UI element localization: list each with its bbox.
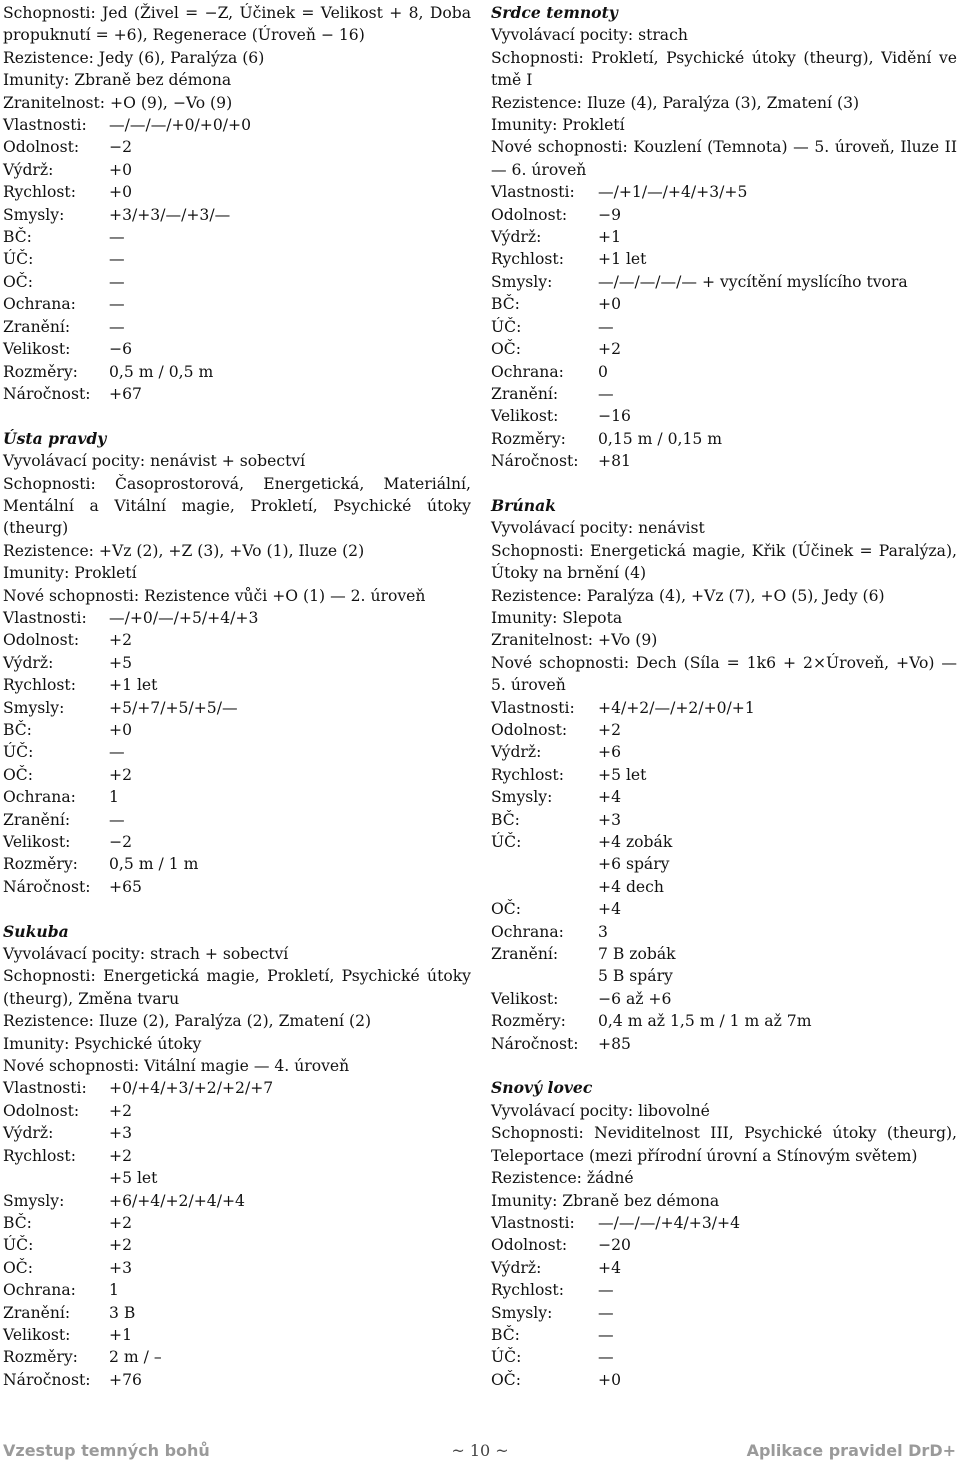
stat-value: −9: [598, 205, 621, 224]
stat-label: Rychlost:: [491, 765, 564, 784]
stat-row: [3, 607, 471, 629]
stat-label: Rychlost:: [3, 183, 76, 202]
stat-value: +6 spáry: [598, 855, 670, 874]
left-column: [3, 2, 471, 1414]
stat-label: Rychlost:: [491, 1281, 564, 1300]
stat-row: [3, 248, 471, 270]
stat-value: +4 dech: [598, 877, 664, 896]
stat-value: 2 m / –: [109, 1348, 162, 1367]
creature-property: Schopnosti: Energetická magie, Prokletí, Psychické útoky (theurg), Změna tvaru: [3, 967, 471, 1008]
stat-value: +1 let: [109, 676, 158, 695]
stat-row: [3, 1346, 471, 1368]
stat-row: [3, 1234, 471, 1256]
stat-value: +5 let: [598, 765, 647, 784]
stat-value: +3/+3/—/+3/—: [109, 205, 231, 224]
stat-label: Ochrana:: [3, 295, 76, 314]
stat-row: [491, 383, 957, 405]
stat-label: Smysly:: [491, 1303, 553, 1322]
stat-row: [491, 1324, 957, 1346]
stat-row: [491, 1369, 957, 1391]
stat-value: 1: [109, 788, 119, 807]
creature-property: Nové schopnosti: Kouzlení (Temnota) — 5. úroveň, Iluze II — 6. úroveň: [491, 138, 957, 179]
stat-row: [491, 271, 957, 293]
stat-label: Odolnost:: [3, 631, 80, 650]
creature-property: Rezistence: žádné: [491, 1169, 634, 1188]
stat-value: +5 let: [109, 1169, 158, 1188]
stat-value: 0,5 m / 0,5 m: [109, 362, 214, 381]
stat-row: [491, 831, 957, 853]
stat-value: +0/+4/+3/+2/+2/+7: [109, 1079, 274, 1098]
stat-value: —: [598, 1348, 614, 1367]
stat-value: —: [109, 250, 125, 269]
creature-property: Vyvolávací pocity: strach + sobectví: [3, 945, 289, 964]
stat-row: [491, 338, 957, 360]
stat-value: +1: [598, 228, 621, 247]
stat-value: —: [598, 1325, 614, 1344]
page-number: ~ 10 ~: [451, 1441, 509, 1460]
stat-row: [491, 1257, 957, 1279]
stat-label: Odolnost:: [491, 205, 568, 224]
stat-value: 0,4 m až 1,5 m / 1 m až 7m: [598, 1012, 812, 1031]
right-column: [491, 2, 957, 1414]
stat-label: Náročnost:: [491, 452, 579, 471]
stat-row: [3, 361, 471, 383]
stat-label: ÚČ:: [491, 1348, 522, 1367]
stat-value: +4/+2/—/+2/+0/+1: [598, 698, 755, 717]
creature-property: Zranitelnost: +O (9), −Vo (9): [3, 93, 233, 112]
stat-label: BČ:: [491, 295, 520, 314]
stat-row: [491, 1279, 957, 1301]
stat-row: [491, 226, 957, 248]
creature-name: Brúnak: [491, 495, 556, 515]
stat-row: [491, 181, 957, 203]
stat-label: Velikost:: [3, 833, 71, 852]
creature-property: Rezistence: Iluze (4), Paralýza (3), Zmatení (3): [491, 93, 860, 112]
stat-row: [491, 361, 957, 383]
stat-label: Výdrž:: [491, 743, 542, 762]
stat-row: [3, 181, 471, 203]
stat-label: [491, 876, 598, 898]
stat-row: [3, 1279, 471, 1301]
page-footer: [0, 1440, 960, 1463]
stat-value: —: [109, 743, 125, 762]
stat-row: [491, 428, 957, 450]
stat-label: Výdrž:: [491, 228, 542, 247]
stat-label: Odolnost:: [491, 720, 568, 739]
stat-row: [3, 674, 471, 696]
stat-value: 1: [109, 1281, 119, 1300]
creature-block: [491, 495, 957, 1055]
stat-label: Náročnost:: [3, 877, 91, 896]
stat-label: BČ:: [491, 1325, 520, 1344]
stat-value: —: [109, 317, 125, 336]
stat-value: —/—/—/—/— + vycítění myslícího tvora: [598, 272, 908, 291]
stat-row: [3, 114, 471, 136]
stat-row: [3, 719, 471, 741]
creature-property: Rezistence: Jedy (6), Paralýza (6): [3, 48, 265, 67]
creature-block: [491, 1077, 957, 1391]
stat-value: 3: [598, 922, 608, 941]
stat-label: OČ:: [491, 900, 521, 919]
stat-row: [491, 764, 957, 786]
stat-row: [491, 405, 957, 427]
stat-label: ÚČ:: [3, 743, 34, 762]
creature-property: Schopnosti: Neviditelnost III, Psychické útoky (theurg), Teleportace (mezi přírodní úrovní a Stínovým světem): [491, 1124, 957, 1165]
stat-label: Náročnost:: [491, 1034, 579, 1053]
stat-row: [491, 1346, 957, 1368]
creature-property: Vyvolávací pocity: nenávist: [491, 519, 705, 538]
creature-property: Imunity: Prokletí: [3, 564, 137, 583]
creature-property: Schopnosti: Jed (Živel = −Z, Účinek = Velikost + 8, Doba propuknutí = +6), Regenerace (Úroveň − 16): [3, 4, 471, 45]
stat-label: Zranění:: [491, 384, 559, 403]
stat-row: [3, 809, 471, 831]
creature-property: Vyvolávací pocity: strach: [491, 26, 688, 45]
stat-label: Rozměry:: [3, 1348, 78, 1367]
stat-row: [3, 1145, 471, 1167]
stat-row: [491, 876, 957, 898]
stat-label: BČ:: [3, 228, 32, 247]
stat-value: +6/+4/+2/+4/+4: [109, 1191, 245, 1210]
stat-value: —: [109, 272, 125, 291]
stat-row: [3, 383, 471, 405]
stat-row: [3, 1100, 471, 1122]
stat-value: −6: [109, 340, 132, 359]
stat-value: +2: [598, 720, 621, 739]
stat-label: Vlastnosti:: [3, 608, 87, 627]
stat-value: +81: [598, 452, 631, 471]
stat-label: Rychlost:: [491, 250, 564, 269]
creature-property: Nové schopnosti: Vitální magie — 4. úroveň: [3, 1057, 350, 1076]
stat-label: Náročnost:: [3, 1370, 91, 1389]
creature-name: Ústa pravdy: [3, 428, 107, 448]
creature-property: Nové schopnosti: Rezistence vůči +O (1) — 2. úroveň: [3, 586, 426, 605]
stat-value: +4: [598, 1258, 621, 1277]
stat-row: [3, 293, 471, 315]
stat-row: [3, 226, 471, 248]
stat-label: Rozměry:: [491, 1012, 566, 1031]
stat-row: [3, 316, 471, 338]
stat-label: Velikost:: [491, 407, 559, 426]
stat-label: Výdrž:: [3, 160, 54, 179]
stat-label: ÚČ:: [3, 1236, 34, 1255]
stat-row: [491, 293, 957, 315]
stat-row: [3, 338, 471, 360]
stat-value: +2: [109, 1236, 132, 1255]
stat-value: +3: [109, 1258, 132, 1277]
creature-property: Rezistence: Iluze (2), Paralýza (2), Zmatení (2): [3, 1012, 372, 1031]
creature-property: Vyvolávací pocity: libovolné: [491, 1101, 710, 1120]
stat-label: BČ:: [3, 1213, 32, 1232]
stat-row: [3, 629, 471, 651]
stat-row: [3, 764, 471, 786]
stat-label: Velikost:: [491, 989, 559, 1008]
stat-label: ÚČ:: [3, 250, 34, 269]
stat-value: +0: [109, 160, 132, 179]
stat-label: OČ:: [491, 1370, 521, 1389]
creature-block: [3, 2, 471, 405]
creature-property: Schopnosti: Časoprostorová, Energetická, Materiální, Mentální a Vitální magie, Prokletí, Psychické útoky (theurg): [3, 474, 471, 538]
stat-value: +85: [598, 1034, 631, 1053]
stat-value: −6 až +6: [598, 989, 672, 1008]
stat-row: [491, 697, 957, 719]
stat-label: OČ:: [3, 1258, 33, 1277]
creature-property: Imunity: Prokletí: [491, 116, 625, 135]
stat-label: OČ:: [491, 340, 521, 359]
stat-row: [491, 248, 957, 270]
stat-row: [3, 786, 471, 808]
stat-label: Vlastnosti:: [3, 1079, 87, 1098]
stat-value: +4 zobák: [598, 833, 673, 852]
stat-value: +2: [109, 1101, 132, 1120]
stat-row: [3, 1257, 471, 1279]
stat-label: ÚČ:: [491, 833, 522, 852]
stat-label: Výdrž:: [3, 653, 54, 672]
stat-value: +2: [109, 765, 132, 784]
stat-label: Zranění:: [3, 1303, 71, 1322]
footer-book-title: Vzestup temných bohů: [3, 1441, 210, 1460]
stat-row: [491, 1212, 957, 1234]
stat-value: +6: [598, 743, 621, 762]
stat-value: +4: [598, 900, 621, 919]
stat-value: —: [598, 1281, 614, 1300]
stat-label: Velikost:: [3, 1325, 71, 1344]
creature-property: Schopnosti: Energetická magie, Křik (Účinek = Paralýza), Útoky na brnění (4): [491, 541, 957, 583]
stat-row: [3, 831, 471, 853]
stat-row: [491, 719, 957, 741]
stat-label: Náročnost:: [3, 384, 91, 403]
stat-label: Rychlost:: [3, 1146, 76, 1165]
stat-label: [3, 1167, 109, 1189]
stat-label: Ochrana:: [3, 788, 76, 807]
stat-label: Smysly:: [491, 788, 553, 807]
creature-block: [3, 921, 471, 1392]
stat-label: BČ:: [3, 720, 32, 739]
stat-row: [3, 271, 471, 293]
stat-row: [491, 988, 957, 1010]
creature-property: Imunity: Slepota: [491, 608, 623, 627]
stat-label: Zranění:: [491, 945, 559, 964]
creature-property: Rezistence: +Vz (2), +Z (3), +Vo (1), Iluze (2): [3, 541, 365, 560]
stat-label: Zranění:: [3, 810, 71, 829]
stat-value: +0: [109, 183, 132, 202]
stat-label: Rychlost:: [3, 676, 76, 695]
stat-label: Vlastnosti:: [491, 1213, 575, 1232]
creature-property: Rezistence: Paralýza (4), +Vz (7), +O (5), Jedy (6): [491, 586, 885, 605]
stat-label: Ochrana:: [491, 922, 564, 941]
creature-block: [491, 2, 957, 473]
stat-row: [3, 1369, 471, 1391]
stat-value: 0,15 m / 0,15 m: [598, 429, 723, 448]
stat-value: −2: [109, 833, 132, 852]
stat-label: OČ:: [3, 272, 33, 291]
stat-value: +0: [109, 720, 132, 739]
stat-value: +2: [109, 631, 132, 650]
stat-row: [491, 1302, 957, 1324]
creature-name: Snový lovec: [491, 1078, 593, 1098]
stat-value: +5/+7/+5/+5/—: [109, 698, 238, 717]
stat-value: +76: [109, 1370, 142, 1389]
stat-row: [491, 965, 957, 987]
stat-label: Odolnost:: [3, 1101, 80, 1120]
stat-row: [491, 853, 957, 875]
stat-value: —/—/—/+0/+0/+0: [109, 116, 252, 135]
stat-value: 0,5 m / 1 m: [109, 855, 199, 874]
stat-row: [491, 316, 957, 338]
stat-label: Vlastnosti:: [491, 698, 575, 717]
stat-row: [3, 652, 471, 674]
creature-property: Vyvolávací pocity: nenávist + sobectví: [3, 452, 306, 471]
stat-value: —: [598, 1303, 614, 1322]
stat-value: −16: [598, 407, 631, 426]
stat-row: [491, 898, 957, 920]
creature-name: Sukuba: [3, 921, 69, 941]
stat-row: [3, 697, 471, 719]
stat-label: Odolnost:: [491, 1236, 568, 1255]
stat-value: +1: [109, 1325, 132, 1344]
stat-row: [491, 786, 957, 808]
stat-value: −2: [109, 138, 132, 157]
stat-row: [3, 136, 471, 158]
stat-value: +4: [598, 788, 621, 807]
stat-row: [3, 1167, 471, 1189]
stat-value: —: [598, 384, 614, 403]
stat-label: Rozměry:: [3, 362, 78, 381]
stat-label: ÚČ:: [491, 317, 522, 336]
creature-property: Schopnosti: Prokletí, Psychické útoky (theurg), Vidění ve tmě I: [491, 48, 957, 90]
stat-label: Velikost:: [3, 340, 71, 359]
stat-label: Vlastnosti:: [491, 183, 575, 202]
stat-row: [491, 921, 957, 943]
stat-row: [3, 1212, 471, 1234]
stat-row: [3, 741, 471, 763]
stat-label: BČ:: [491, 810, 520, 829]
stat-label: Ochrana:: [491, 362, 564, 381]
stat-label: Zranění:: [3, 317, 71, 336]
stat-value: 5 B spáry: [598, 967, 673, 986]
stat-label: Smysly:: [3, 205, 65, 224]
stat-row: [491, 741, 957, 763]
stat-label: Rozměry:: [491, 429, 566, 448]
stat-row: [491, 450, 957, 472]
stat-row: [491, 1234, 957, 1256]
stat-value: +3: [109, 1124, 132, 1143]
stat-label: Smysly:: [3, 1191, 65, 1210]
stat-label: Rozměry:: [3, 855, 78, 874]
stat-value: +0: [598, 1370, 621, 1389]
stat-row: [491, 809, 957, 831]
stat-row: [491, 1033, 957, 1055]
stat-value: +5: [109, 653, 132, 672]
stat-label: [491, 853, 598, 875]
stat-value: 3 B: [109, 1303, 136, 1322]
creature-property: Zranitelnost: +Vo (9): [491, 631, 658, 650]
stat-value: 7 B zobák: [598, 945, 676, 964]
stat-value: −20: [598, 1236, 631, 1255]
creature-property: Imunity: Zbraně bez démona: [491, 1191, 720, 1210]
stat-row: [3, 159, 471, 181]
stat-row: [3, 1122, 471, 1144]
footer-series-title: Aplikace pravidel DrD+: [746, 1441, 956, 1460]
stat-value: —: [109, 228, 125, 247]
stat-row: [3, 853, 471, 875]
stat-value: +1 let: [598, 250, 647, 269]
stat-value: —: [598, 317, 614, 336]
stat-row: [491, 1010, 957, 1032]
stat-value: —/+0/—/+5/+4/+3: [109, 608, 259, 627]
stat-label: [491, 965, 598, 987]
stat-value: +67: [109, 384, 142, 403]
stat-value: +2: [598, 340, 621, 359]
stat-value: —/+1/—/+4/+3/+5: [598, 183, 748, 202]
stat-row: [3, 1077, 471, 1099]
stat-value: —: [109, 810, 125, 829]
creature-block: [3, 428, 471, 899]
stat-label: Výdrž:: [3, 1124, 54, 1143]
stat-label: OČ:: [3, 765, 33, 784]
stat-value: 0: [598, 362, 608, 381]
stat-value: +2: [109, 1213, 132, 1232]
stat-row: [3, 876, 471, 898]
creature-property: Nové schopnosti: Dech (Síla = 1k6 + 2×Úroveň, +Vo) — 5. úroveň: [491, 653, 957, 695]
stat-value: —: [109, 295, 125, 314]
creature-property: Imunity: Psychické útoky: [3, 1034, 202, 1053]
stat-label: Odolnost:: [3, 138, 80, 157]
stat-label: Výdrž:: [491, 1258, 542, 1277]
stat-row: [3, 1324, 471, 1346]
stat-value: +65: [109, 877, 142, 896]
stat-row: [3, 204, 471, 226]
stat-label: Smysly:: [491, 272, 553, 291]
creature-property: Imunity: Zbraně bez démona: [3, 71, 232, 90]
stat-value: —/—/—/+4/+3/+4: [598, 1213, 741, 1232]
stat-row: [491, 204, 957, 226]
stat-label: Smysly:: [3, 698, 65, 717]
stat-label: Vlastnosti:: [3, 116, 87, 135]
stat-label: Ochrana:: [3, 1281, 76, 1300]
stat-value: +3: [598, 810, 621, 829]
creature-name: Srdce temnoty: [491, 3, 618, 22]
stat-row: [491, 943, 957, 965]
stat-value: +0: [598, 295, 621, 314]
stat-value: +2: [109, 1146, 132, 1165]
stat-row: [3, 1190, 471, 1212]
stat-row: [3, 1302, 471, 1324]
